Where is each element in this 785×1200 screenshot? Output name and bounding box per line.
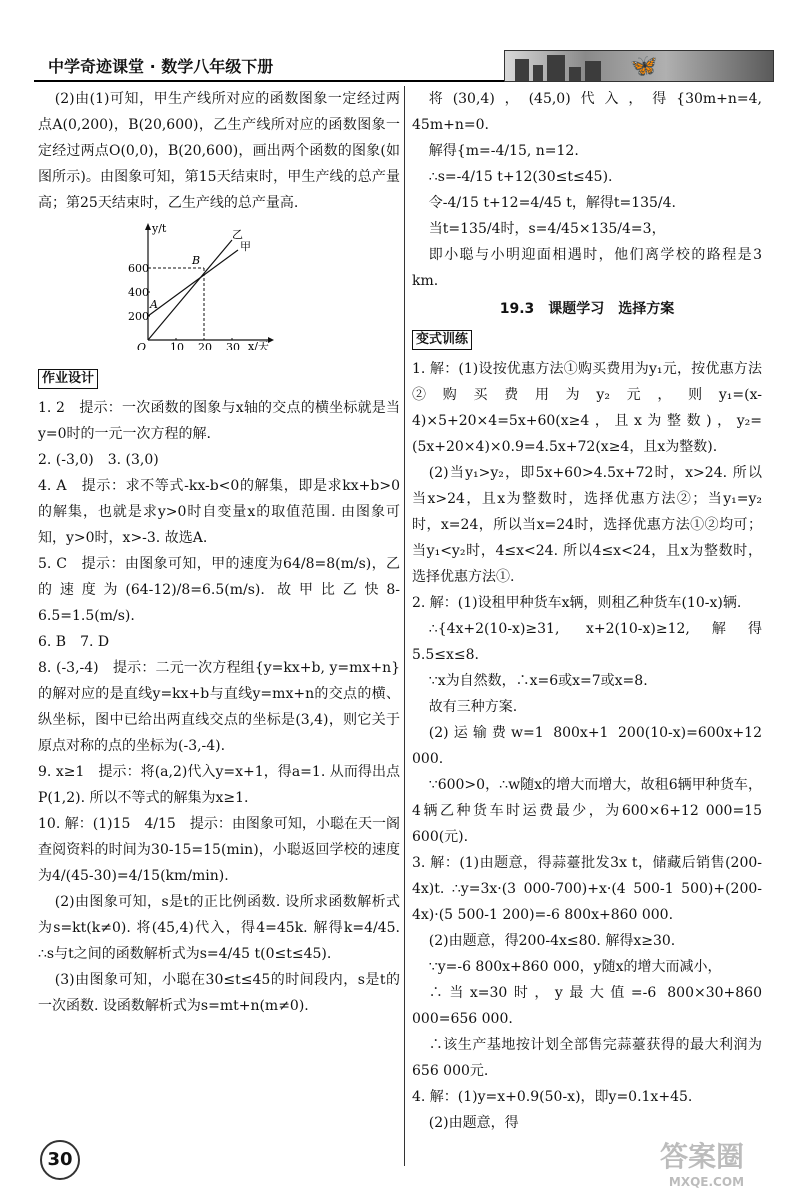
answer-item: 4. 解：(1)y=x+0.9(50-x)，即y=0.1x+45.	[412, 1089, 693, 1105]
answer-item: ∴该生产基地按计划全部售完蒜薹获得的最大利润为656 000元.	[412, 1037, 762, 1079]
watermark-text: 答案圈	[660, 1140, 745, 1173]
butterfly-icon: 🦋	[630, 54, 658, 79]
answer-item: 2. (-3,0) 3. (3,0)	[38, 452, 159, 468]
y-tick-label: 200	[128, 310, 149, 323]
page-header	[34, 50, 774, 82]
answer-item: (2)当y₁>y₂，即5x+60>4.5x+72时，x>24. 所以当x>24，且x为整数时，选择优惠方法②；当y₁=y₂时，x=24，所以当x=24时，选择优惠方法①②均可；当y₁<y₂时，4≤x<24. 所以4≤x<24，且x为整数时，选择优惠方法①.	[412, 465, 762, 585]
point-a-label: A	[150, 298, 158, 311]
answer-line: ∴s=-4/15 t+12(30≤t≤45).	[428, 169, 613, 185]
answer-item: (2)由题意，得200-4x≤80. 解得x≥30.	[428, 933, 676, 949]
answer-item: ∵y=-6 800x+860 000，y随x的增大而减小，	[428, 959, 722, 975]
point-b-label: B	[192, 254, 201, 267]
x-tick-label: 10	[170, 341, 184, 350]
line-yi	[148, 240, 232, 340]
answer-item: 1. 2 提示：一次函数的图象与x轴的交点的横坐标就是当y=0时的一元一次方程的解.	[38, 400, 400, 442]
page-number: 30	[40, 1140, 80, 1180]
answer-item: ∵x为自然数，∴x=6或x=7或x=8.	[428, 673, 648, 689]
answer-line: 当t=135/4时，s=4/45×135/4=3，	[428, 221, 666, 237]
answer-item: (2)运输费w=1 800x+1 200(10-x)=600x+12 000.	[412, 725, 762, 767]
y-axis-label: y/t	[152, 222, 167, 235]
graph-svg	[128, 220, 278, 350]
answer-item: 3. 解：(1)由题意，得蒜薹批发3x t，储藏后销售(200-4x)t. ∴y=3x·(3 000-700)+x·(4 500-1 500)+(200-4x)·(5 500-1 200)=-6 800x+860 000.	[412, 855, 762, 923]
answer-item: ∴当x=30时，y最大值=-6 800×30+860 000=656 000.	[412, 985, 762, 1027]
answer-item: 故有三种方案.	[428, 699, 518, 715]
x-tick-label: 30	[226, 341, 240, 350]
left-column	[38, 86, 400, 1019]
answer-item: (2)由图象可知，s是t的正比例函数. 设所求函数解析式为s=kt(k≠0). 将(45,4)代入，得4=45k. 解得k=4/45. ∴s与t之间的函数解析式为s=4/45 t(0≤t≤45).	[38, 894, 400, 962]
answer-line: 即小聪与小明迎面相遇时，他们离学校的路程是3 km.	[412, 247, 762, 289]
answer-line: 将(30,4)，(45,0)代入，得{30m+n=4, 45m+n=0.	[412, 91, 762, 133]
answer-item: 4. A 提示：求不等式-kx-b<0的解集，即是求kx+b>0的解集，也就是求y>0时自变量x的取值范围. 由图象可知，y>0时，x>-3. 故选A.	[38, 478, 400, 546]
watermark-url: MXQE.COM	[668, 1175, 745, 1189]
answer-item: 9. x≥1 提示：将(a,2)代入y=x+1，得a=1. 从而得出点P(1,2). 所以不等式的解集为x≥1.	[38, 764, 400, 806]
answer-item: 8. (-3,-4) 提示：二元一次方程组{y=kx+b, y=mx+n}的解对应的是直线y=kx+b与直线y=mx+n的交点的横、纵坐标，图中已给出两直线交点的坐标是(3,4)，则它关于原点对称的点的坐标为(-3,-4).	[38, 660, 400, 754]
function-graph	[128, 220, 400, 359]
answer-item: 5. C 提示：由图象可知，甲的速度为64/8=8(m/s)，乙的速度为(64-12)/8=6.5(m/s). 故甲比乙快8-6.5=1.5(m/s).	[38, 556, 400, 624]
x-tick-label: 20	[198, 341, 212, 350]
origin-label: O	[137, 341, 147, 350]
y-tick-label: 400	[128, 286, 149, 299]
answer-item: (2)由题意，得	[428, 1115, 519, 1131]
right-column	[412, 86, 762, 1136]
x-axis-label: x/天	[248, 340, 269, 350]
answer-item: ∴{4x+2(10-x)≥31, x+2(10-x)≥12,解得5.5≤x≤8.	[412, 621, 762, 663]
answer-line: 令-4/15 t+12=4/45 t，解得t=135/4.	[428, 195, 676, 211]
answer-item: (3)由图象可知，小聪在30≤t≤45的时间段内，s是t的一次函数. 设函数解析式为s=mt+n(m≠0).	[38, 972, 400, 1014]
answer-paragraph: (2)由(1)可知，甲生产线所对应的函数图象一定经过两点A(0,200)，B(20,600)，乙生产线所对应的函数图象一定经过两点O(0,0)，B(20,600)，画出两个函数的图象(如图所示)。由图象可知，第15天结束时，甲生产线的总产量高；第25天结束时，乙生产线的总产量高.	[38, 91, 400, 211]
watermark	[660, 1135, 744, 1189]
lesson-subheading: 19.3 课题学习 选择方案	[499, 301, 675, 317]
answer-line: 解得{m=-4/15, n=12.	[428, 143, 579, 159]
answer-item: 2. 解：(1)设租甲种货车x辆，则租乙种货车(10-x)辆.	[412, 595, 742, 611]
y-tick-label: 600	[128, 262, 149, 275]
line-yi-label: 乙	[232, 228, 243, 241]
section-title-practice: 变式训练	[412, 330, 472, 350]
answer-item: 10. 解：(1)15 4/15 提示：由图象可知，小聪在天一阁查阅资料的时间为30-15=15(min)，小聪返回学校的速度为4/(45-30)=4/15(km/min).	[38, 816, 400, 884]
header-rule	[34, 80, 504, 82]
line-jia-label: 甲	[240, 240, 251, 253]
header-title: 中学奇迹课堂 · 数学八年级下册	[48, 57, 274, 76]
answer-item: 1. 解：(1)设按优惠方法①购买费用为y₁元，按优惠方法②购买费用为y₂元，则y₁=(x-4)×5+20×4=5x+60(x≥4，且x为整数)，y₂=(5x+20×4)×0.9=4.5x+72(x≥4，且x为整数).	[412, 361, 762, 455]
column-divider	[404, 86, 405, 1166]
header-banner-image	[504, 50, 774, 82]
section-title-homework: 作业设计	[38, 369, 98, 389]
answer-item: ∵600>0，∴w随x的增大而增大，故租6辆甲种货车，4辆乙种货车时运费最少，为600×6+12 000=15 600(元).	[412, 777, 762, 845]
answer-item: 6. B 7. D	[38, 634, 110, 650]
y-axis-arrow	[145, 223, 151, 230]
